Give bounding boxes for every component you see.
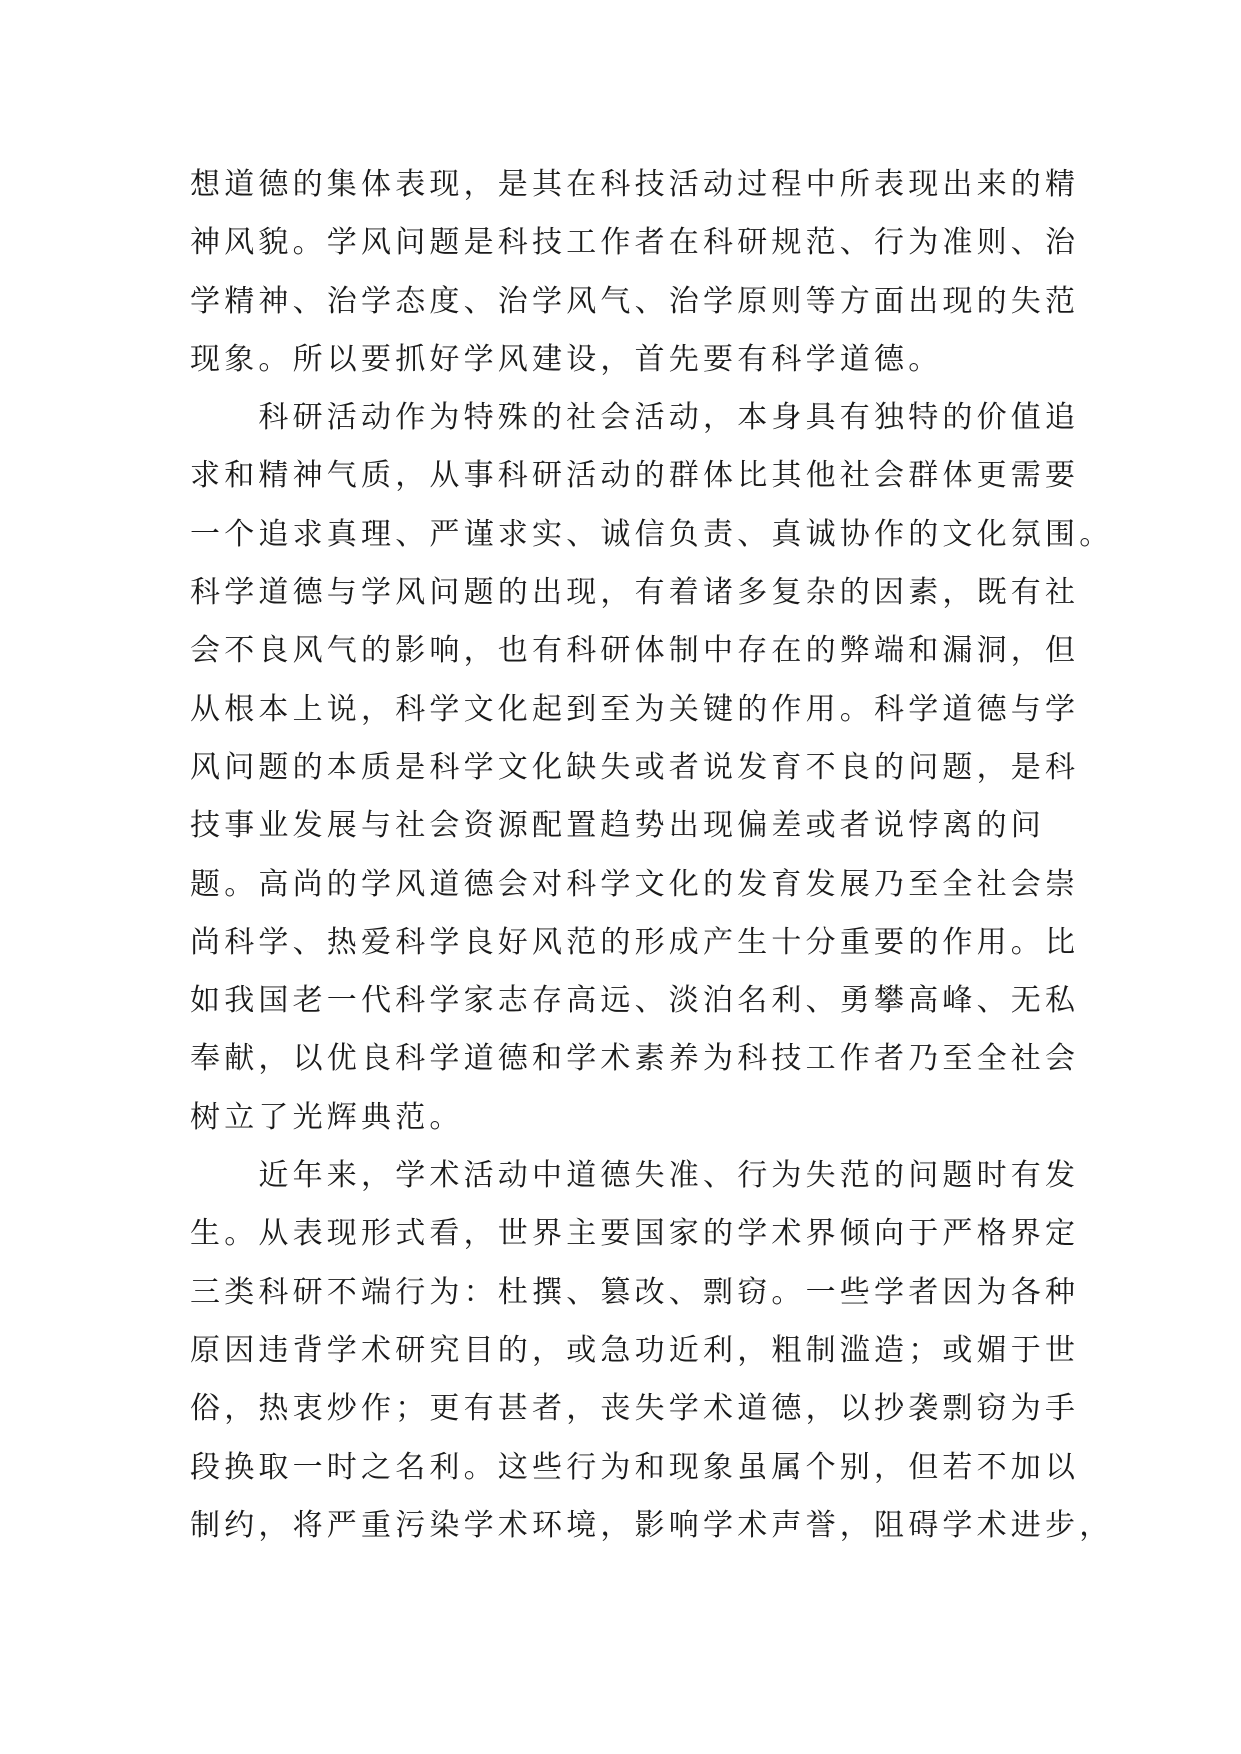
- text-line: 风问题的本质是科学文化缺失或者说发育不良的问题，是科: [190, 749, 1080, 785]
- text-line: 如我国老一代科学家志存高远、淡泊名利、勇攀高峰、无私: [190, 983, 1080, 1019]
- text-line: 神风貌。学风问题是科技工作者在科研规范、行为准则、治: [190, 225, 1080, 261]
- text-line: 技事业发展与社会资源配置趋势出现偏差或者说悖离的问: [190, 808, 1045, 844]
- text-line: 树立了光辉典范。: [190, 1099, 464, 1135]
- text-line: 会不良风气的影响，也有科研体制中存在的弊端和漏洞，但: [190, 633, 1080, 669]
- text-line: 奉献，以优良科学道德和学术素养为科技工作者乃至全社会: [190, 1041, 1080, 1077]
- text-line: 尚科学、热爱科学良好风范的形成产生十分重要的作用。比: [190, 924, 1080, 960]
- paragraph-first-line: 近年来，学术活动中道德失准、行为失范的问题时有发: [190, 1158, 1080, 1194]
- text-line: 段换取一时之名利。这些行为和现象虽属个别，但若不加以: [190, 1449, 1080, 1485]
- text-line: 科学道德与学风问题的出现，有着诸多复杂的因素，既有社: [190, 575, 1080, 611]
- text-line: 俗，热衷炒作；更有甚者，丧失学术道德，以抄袭剽窃为手: [190, 1391, 1080, 1427]
- text-line: 求和精神气质，从事科研活动的群体比其他社会群体更需要: [190, 458, 1080, 494]
- paragraph-first-line: 科研活动作为特殊的社会活动，本身具有独特的价值追: [190, 400, 1080, 436]
- text-line: 想道德的集体表现，是其在科技活动过程中所表现出来的精: [190, 167, 1080, 202]
- text-line: 原因违背学术研究目的，或急功近利，粗制滥造；或媚于世: [190, 1332, 1080, 1368]
- text-line: 制约，将严重污染学术环境，影响学术声誉，阻碍学术进步，: [190, 1507, 1114, 1543]
- text-line: 学精神、治学态度、治学风气、治学原则等方面出现的失范: [190, 283, 1080, 319]
- body-text: [190, 156, 1114, 1555]
- text-line: 生。从表现形式看，世界主要国家的学术界倾向于严格界定: [190, 1216, 1080, 1252]
- text-line: 一个追求真理、严谨求实、诚信负责、真诚协作的文化氛围。: [190, 516, 1114, 552]
- text-line: 现象。所以要抓好学风建设，首先要有科学道德。: [190, 341, 943, 377]
- text-line: 三类科研不端行为：杜撰、篡改、剽窃。一些学者因为各种: [190, 1274, 1080, 1310]
- text-line: 从根本上说，科学文化起到至为关键的作用。科学道德与学: [190, 691, 1080, 727]
- text-line: 题。高尚的学风道德会对科学文化的发育发展乃至全社会崇: [190, 866, 1080, 902]
